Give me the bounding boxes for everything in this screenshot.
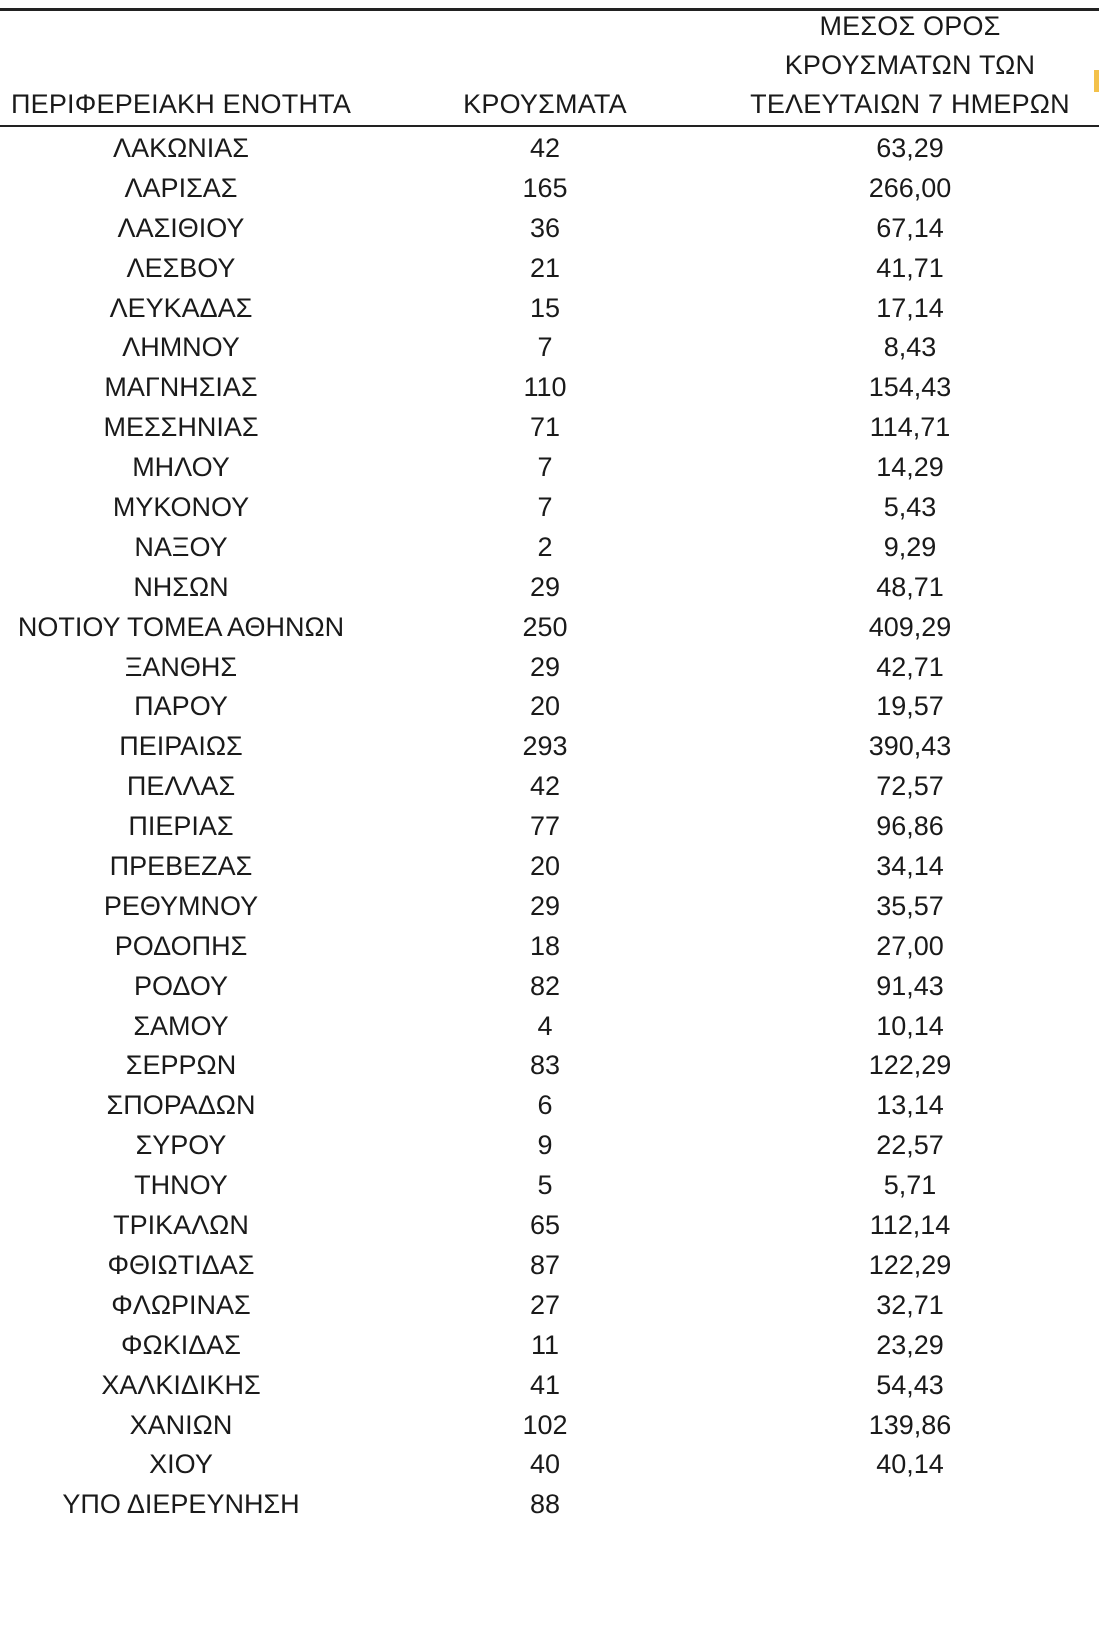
cases-cell: 110 xyxy=(523,372,567,403)
region-cell: ΡΕΘΥΜΝΟΥ xyxy=(103,890,259,921)
average-cell: 91,43 xyxy=(876,970,944,1001)
region-cell: ΛΑΣΙΘΙΟΥ xyxy=(117,212,245,243)
cases-cell: 6 xyxy=(537,1090,553,1121)
table-header xyxy=(0,12,1099,124)
average-cell: 122,29 xyxy=(868,1050,952,1081)
average-cell: 27,00 xyxy=(876,930,944,961)
cell-selection-edge xyxy=(1094,70,1099,92)
region-cell: ΡΟΔΟΥ xyxy=(133,970,229,1001)
region-cell: ΜΑΓΝΗΣΙΑΣ xyxy=(104,372,258,403)
header-border xyxy=(0,125,1099,127)
cases-cell: 293 xyxy=(522,731,568,762)
average-cell: 63,29 xyxy=(876,133,944,163)
table-row xyxy=(0,648,1099,688)
region-cell: ΣΕΡΡΩΝ xyxy=(125,1050,237,1081)
table-row xyxy=(0,887,1099,927)
cases-cell: 21 xyxy=(529,252,561,283)
table-row xyxy=(0,767,1099,807)
region-cell: ΤΡΙΚΑΛΩΝ xyxy=(113,1210,249,1241)
region-cell: ΧΑΝΙΩΝ xyxy=(129,1409,233,1440)
table-row xyxy=(0,1206,1099,1246)
table-row xyxy=(0,727,1099,767)
header-region: ΠΕΡΙΦΕΡΕΙΑΚΗ ΕΝΟΤΗΤΑ xyxy=(10,89,352,119)
average-cell: 67,14 xyxy=(876,212,944,243)
table-row xyxy=(0,1086,1099,1126)
table-row xyxy=(0,1046,1099,1086)
region-cell: ΣΑΜΟΥ xyxy=(133,1010,229,1041)
average-cell: 114,71 xyxy=(869,412,951,443)
table-row xyxy=(0,807,1099,847)
table-row xyxy=(0,1007,1099,1047)
region-cell: ΛΕΣΒΟΥ xyxy=(126,252,236,283)
average-cell: 96,86 xyxy=(876,811,944,842)
cases-cell: 29 xyxy=(529,571,561,602)
table-row xyxy=(0,169,1099,209)
region-cell: ΠΡΕΒΕΖΑΣ xyxy=(109,851,253,882)
table-row xyxy=(0,1366,1099,1406)
average-cell: 17,14 xyxy=(876,292,944,323)
region-cell: ΝΑΞΟΥ xyxy=(134,531,228,562)
cases-cell: 36 xyxy=(529,212,561,243)
region-cell: ΠΑΡΟΥ xyxy=(134,691,228,722)
cases-cell: 2 xyxy=(537,531,553,562)
cases-cell: 102 xyxy=(522,1409,568,1440)
table-row xyxy=(0,1246,1099,1286)
region-cell: ΤΗΝΟΥ xyxy=(134,1170,228,1201)
region-cell: ΛΑΚΩΝΙΑΣ xyxy=(113,133,249,163)
header-avg-line-3: ΤΕΛΕΥΤΑΙΩΝ 7 ΗΜΕΡΩΝ xyxy=(750,89,1070,119)
average-cell: 122,29 xyxy=(868,1249,952,1280)
region-cell: ΛΑΡΙΣΑΣ xyxy=(124,172,238,203)
header-cases: ΚΡΟΥΣΜΑΤΑ xyxy=(463,89,627,119)
table-row xyxy=(0,687,1099,727)
table-row xyxy=(0,1166,1099,1206)
region-cell: ΝΗΣΩΝ xyxy=(133,571,229,602)
average-cell: 9,29 xyxy=(883,531,937,562)
region-cell: ΛΕΥΚΑΔΑΣ xyxy=(109,292,253,323)
cases-cell: 65 xyxy=(529,1210,561,1241)
table-row xyxy=(0,927,1099,967)
cases-cell: 20 xyxy=(529,691,561,722)
average-cell: 54,43 xyxy=(876,1369,944,1400)
cases-cell: 88 xyxy=(529,1489,561,1520)
average-cell: 34,14 xyxy=(876,851,944,882)
cases-cell: 87 xyxy=(529,1249,561,1280)
header-avg-line-1: ΜΕΣΟΣ ΟΡΟΣ xyxy=(819,11,1001,41)
table-row xyxy=(0,408,1099,448)
average-cell: 409,29 xyxy=(868,611,952,642)
average-cell: 8,43 xyxy=(883,332,937,363)
region-cell: ΧΙΟΥ xyxy=(149,1449,213,1480)
region-cell: ΜΗΛΟΥ xyxy=(132,452,230,483)
average-cell: 32,71 xyxy=(876,1289,944,1320)
cases-cell: 250 xyxy=(522,611,568,642)
region-cell: ΠΙΕΡΙΑΣ xyxy=(128,811,234,842)
average-cell: 14,29 xyxy=(876,452,944,483)
region-cell: ΣΠΟΡΑΔΩΝ xyxy=(106,1090,256,1121)
region-cell: ΠΕΙΡΑΙΩΣ xyxy=(119,731,243,762)
table-row xyxy=(0,368,1099,408)
table-row xyxy=(0,847,1099,887)
table-row xyxy=(0,328,1099,368)
table-row xyxy=(0,209,1099,249)
region-cell: ΠΕΛΛΑΣ xyxy=(126,771,236,802)
average-cell: 19,57 xyxy=(876,691,944,722)
region-cell: ΛΗΜΝΟΥ xyxy=(122,332,240,363)
region-cell: ΜΕΣΣΗΝΙΑΣ xyxy=(103,412,259,443)
cases-cell: 27 xyxy=(529,1289,561,1320)
region-cell: ΥΠΟ ΔΙΕΡΕΥΝΗΣΗ xyxy=(62,1489,300,1520)
average-cell: 41,71 xyxy=(876,252,944,283)
region-cell: ΞΑΝΘΗΣ xyxy=(124,651,238,682)
table-row xyxy=(0,1445,1099,1485)
cases-cell: 4 xyxy=(537,1010,553,1041)
region-cell: ΝΟΤΙΟΥ ΤΟΜΕΑ ΑΘΗΝΩΝ xyxy=(17,611,345,642)
table-row xyxy=(0,1286,1099,1326)
cases-cell: 7 xyxy=(537,492,553,523)
average-cell: 35,57 xyxy=(876,890,944,921)
table-row xyxy=(0,448,1099,488)
average-cell: 112,14 xyxy=(869,1210,951,1241)
average-cell: 266,00 xyxy=(868,172,952,203)
cases-cell: 7 xyxy=(537,452,553,483)
table-body xyxy=(0,129,1099,1525)
cases-cell: 77 xyxy=(529,811,561,842)
cases-cell: 29 xyxy=(529,651,561,682)
cases-cell: 7 xyxy=(537,332,553,363)
table-row xyxy=(0,1126,1099,1166)
cases-cell: 41 xyxy=(529,1369,561,1400)
region-cell: ΦΘΙΩΤΙΔΑΣ xyxy=(107,1249,255,1280)
average-cell: 5,43 xyxy=(883,492,937,523)
average-cell: 23,29 xyxy=(876,1329,944,1360)
header-seven-day-average xyxy=(740,7,1080,124)
header-avg-line-2: ΚΡΟΥΣΜΑΤΩΝ ΤΩΝ xyxy=(784,50,1036,80)
cases-cell: 83 xyxy=(529,1050,561,1081)
average-cell: 10,14 xyxy=(876,1010,944,1041)
average-cell: 5,71 xyxy=(883,1170,937,1201)
cases-cell: 165 xyxy=(522,172,568,203)
region-cell: ΧΑΛΚΙΔΙΚΗΣ xyxy=(101,1369,261,1400)
region-cell: ΡΟΔΟΠΗΣ xyxy=(114,930,248,961)
cases-cell: 71 xyxy=(529,412,561,443)
table-row xyxy=(0,289,1099,329)
cases-cell: 5 xyxy=(537,1170,553,1201)
cases-cell: 82 xyxy=(529,970,561,1001)
cases-cell: 11 xyxy=(530,1329,560,1360)
average-cell: 40,14 xyxy=(876,1449,944,1480)
average-cell: 390,43 xyxy=(868,731,952,762)
cases-cell: 18 xyxy=(529,930,561,961)
table-row xyxy=(0,129,1099,169)
average-cell: 139,86 xyxy=(868,1409,952,1440)
cases-cell: 9 xyxy=(537,1130,553,1161)
table-row xyxy=(0,1406,1099,1446)
average-cell: 72,57 xyxy=(876,771,944,802)
table-row xyxy=(0,568,1099,608)
table-row xyxy=(0,528,1099,568)
average-cell: 154,43 xyxy=(868,372,952,403)
region-cell: ΜΥΚΟΝΟΥ xyxy=(112,492,250,523)
region-cell: ΦΩΚΙΔΑΣ xyxy=(121,1329,241,1360)
table-row xyxy=(0,967,1099,1007)
cases-cell: 20 xyxy=(529,851,561,882)
region-cell: ΣΥΡΟΥ xyxy=(135,1130,227,1161)
table-row xyxy=(0,488,1099,528)
average-cell: 48,71 xyxy=(876,571,944,602)
region-cell: ΦΛΩΡΙΝΑΣ xyxy=(111,1289,251,1320)
average-cell: 13,14 xyxy=(876,1090,944,1121)
cases-cell: 29 xyxy=(529,890,561,921)
cases-cell: 42 xyxy=(529,771,561,802)
average-cell: 42,71 xyxy=(876,651,944,682)
table-row xyxy=(0,249,1099,289)
cases-cell: 42 xyxy=(529,133,561,163)
average-cell: 22,57 xyxy=(876,1130,944,1161)
cases-cell: 40 xyxy=(529,1449,561,1480)
cases-cell: 15 xyxy=(529,292,561,323)
table-row xyxy=(0,608,1099,648)
table-row xyxy=(0,1485,1099,1525)
table-row xyxy=(0,1326,1099,1366)
